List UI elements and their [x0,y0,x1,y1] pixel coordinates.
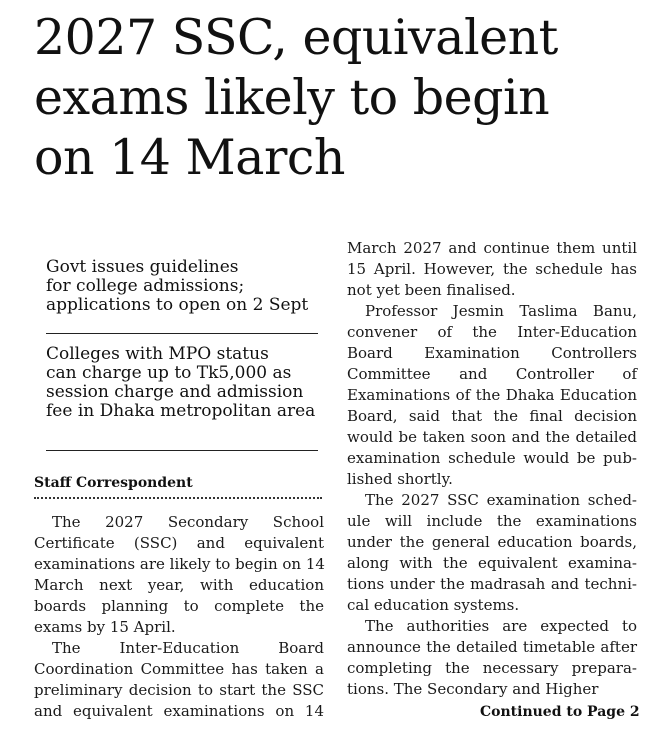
body-line: tions. The Secondary and Higher [347,680,599,698]
body-line: preliminary decision to start the SSC [34,681,324,699]
headline-line: on 14 March [34,129,345,186]
body-line: lished shortly. [347,470,453,488]
byline-dotted-rule [34,497,322,499]
headline-line: exams likely to begin [34,69,550,126]
deck-line: session charge and admission [46,382,304,402]
body-line: announce the detailed timetable after [347,638,637,656]
body-line: and equivalent examinations on 14 [34,702,324,720]
body-line: March 2027 and continue them until [347,239,637,257]
body-line: under the general education boards, [347,533,637,551]
body-line: Professor Jesmin Taslima Banu, [365,302,637,320]
deck-divider [46,450,318,451]
body-line: cal education systems. [347,596,520,614]
deck-line: can charge up to Tk5,000 as [46,363,292,383]
body-line: boards planning to complete the [34,597,324,615]
headline [34,8,634,188]
body-line: Board, said that the final decision [347,407,637,425]
subheadline-deck [46,258,326,315]
body-line: ule will include the examinations [347,512,637,530]
deck-line: Colleges with MPO status [46,344,269,364]
body-line: Certificate (SSC) and equivalent [34,534,324,552]
deck-line: Govt issues guidelines [46,257,239,277]
body-line: Committee and Controller of [347,365,637,383]
body-line: along with the equivalent examina- [347,554,637,572]
body-line: Coordination Committee has taken a [34,660,324,678]
body-line: examination schedule would be pub- [347,449,637,467]
body-line: tions under the madrasah and techni- [347,575,637,593]
body-line: The Inter-Education Board [52,639,324,657]
byline: Staff Correspondent [34,475,193,491]
body-line: would be taken soon and the detailed [347,428,637,446]
body-line: March next year, with education [34,576,324,594]
body-line: Examinations of the Dhaka Education [347,386,637,404]
deck-divider [46,333,318,334]
body-line: exams by 15 April. [34,618,176,636]
body-line: convener of the Inter-Education [347,323,637,341]
continued-jump-line: Continued to Page 2 [480,704,640,720]
body-line: The 2027 Secondary School [52,513,324,531]
body-line: The authorities are expected to [365,617,637,635]
body-line: The 2027 SSC examination sched- [365,491,637,509]
deck-line: applications to open on 2 Sept [46,295,309,315]
deck-line: for college admissions; [46,276,245,296]
headline-line: 2027 SSC, equivalent [34,9,558,66]
deck-line: fee in Dhaka metropolitan area [46,401,316,421]
body-line: completing the necessary prepara- [347,659,637,677]
body-line: examinations are likely to begin on 14 [34,555,325,573]
body-line: Board Examination Controllers [347,344,637,362]
subheadline-deck [46,345,326,421]
body-line: 15 April. However, the schedule has [347,260,637,278]
body-line: not yet been finalised. [347,281,516,299]
